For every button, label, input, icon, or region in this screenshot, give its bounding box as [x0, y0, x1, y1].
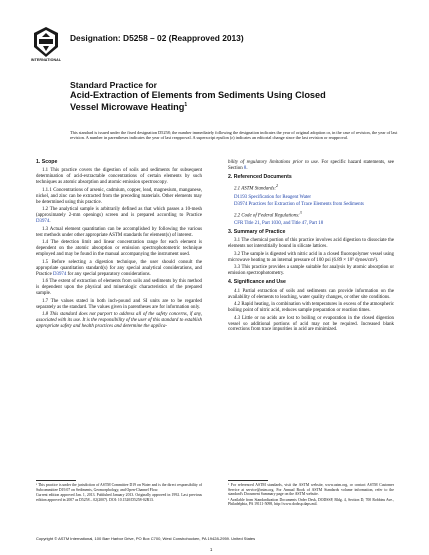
ref-2-1-text: 2.1 ASTM Standards: — [234, 186, 276, 192]
footnotes-right — [228, 483, 394, 508]
title-line-2: Vessel Microwave Heating — [70, 102, 185, 113]
section-heading-scope: 1. Scope — [36, 159, 58, 165]
copyright-line: Copyright © ASTM International, 100 Barr Harbor Drive, PO Box C700, West Conshohocken, PA 19428-2959. United States — [36, 536, 256, 541]
link-section-8[interactable]: 8 — [243, 165, 247, 171]
para-1-8-cont-end: . — [246, 165, 248, 171]
section-heading-summary: 3. Summary of Practice — [228, 228, 286, 235]
astm-logo-icon — [34, 27, 58, 57]
right-column — [228, 160, 394, 335]
para-3-2: 3.2 The sample is digested with nitric acid in a closed fluoropolymer vessel using microwave heating to an internal pressure of 100 psi (6.89 × 10⁵ dynes/cm²). — [228, 251, 394, 263]
para-1-5-text: 1.5 Before selecting a digestion technique, the user should consult the appropriate quantitation standard(s) for any special analytical considerations, and Practice — [36, 259, 202, 277]
para-1-4: 1.4 The detection limit and linear concentration range for each element is dependent on the atomic absorption or emission spectrophotometric technique employed and may be found in the manual accompanying the instrument used. — [36, 240, 202, 258]
para-1-1-1: 1.1.1 Concentrations of arsenic, cadmium, copper, lead, magnesium, manganese, nickel, and zinc can be extracted from the preceding materials. Other elements may be determined using this practice. — [36, 187, 202, 205]
footnote-2: ² For referenced ASTM standards, visit the ASTM website, www.astm.org, or contact ASTM Customer Service at service@astm.org. For Annual Book of ASTM Standards volume information, refer to the standard's Document Summary page on the ASTM website. — [228, 483, 394, 496]
para-4-3: 4.3 Little or no acids are lost to boiling or evaporation in the closed digestion vessel so additional portions of acid may not be required. Increased blank corrections from trace impurities in acid are minimized. — [228, 315, 394, 333]
para-1-8-cont-text: For specific hazard statements, see Section — [228, 160, 394, 171]
title-line-1: Acid-Extraction of Elements from Sediments Using Closed — [70, 90, 326, 100]
para-1-8-cont-italic: bility of regulatory limitations prior to use. — [228, 160, 320, 165]
footnote-3: ³ Available from Standardization Documents Order Desk, DODSSP, Bldg. 4, Section D, 700 Robbins Ave., Philadelphia, PA 19111-5098, http://www.dodssp.daps.mil. — [228, 497, 394, 506]
para-3-3: 3.3 This practice provides a sample suitable for analysis by atomic absorption or emission spectrophotometry. — [228, 265, 394, 277]
para-1-3: 1.3 Actual element quantitation can be accomplished by following the various test methods under other appropriate ASTM standards for element(s) of interest. — [36, 226, 202, 238]
ref-d1193 — [228, 195, 394, 201]
section-heading-referenced-documents: 2. Referenced Documents — [228, 173, 292, 180]
para-1-1: 1.1 This practice covers the digestion of soils and sediments for subsequent determination of acid-extractable concentrations of certain elements by such techniques as atomic absorption and atomic emission spectroscopy. — [36, 168, 202, 186]
link-d3974[interactable]: D3974 — [36, 219, 50, 225]
para-4-1: 4.1 Partial extraction of soils and sediments can provide information on the availability of elements to leaching, water quality changes, or other site conditions. — [228, 288, 394, 300]
para-4-2: 4.2 Rapid heating, in combination with temperatures in excess of the atmospheric boiling point of nitric acid, reduces sample preparation or reaction times. — [228, 302, 394, 314]
para-1-5 — [36, 260, 202, 278]
ref-2-2-footnote-mark: 3 — [299, 209, 302, 215]
link-d3974-2[interactable]: D3974 — [52, 271, 67, 277]
title-kicker: Standard Practice for — [70, 80, 157, 90]
ref-cfr[interactable]: CFR Title 21, Part 1030, and Title 47, Part 18 — [234, 220, 324, 226]
para-1-2-end: . — [49, 219, 51, 225]
title-block — [70, 80, 400, 113]
link-d3974-ref[interactable]: D3974 — [234, 202, 248, 208]
ref-2-2-text: 2.2 Code of Federal Regulations: — [234, 213, 300, 219]
section-heading-significance: 4. Significance and Use — [228, 279, 286, 286]
ref-2-2 — [228, 210, 394, 220]
ref-2-1 — [228, 183, 394, 193]
ref-d3974-title[interactable]: Practices for Extraction of Trace Elements from Sediments — [247, 202, 364, 208]
footnote-divider-right — [228, 480, 268, 481]
para-1-5-end: for any special preparatory considerations. — [66, 271, 151, 277]
footnote-1: ¹ This practice is under the jurisdiction of ASTM Committee D19 on Water and is the direct responsibility of Subcommittee D19.07 on Sediments, Geomorphology, and Open-Channel Flow. — [36, 483, 202, 492]
para-1-8-cont — [228, 160, 394, 172]
title-footnote-mark: 1 — [184, 102, 188, 109]
para-1-2-text: 1.2 The analytical sample is arbitrarily defined as that which passes a 10-mesh (approximately 2-mm openings) screen and is prepared according to Practice — [36, 207, 202, 219]
para-1-2 — [36, 207, 202, 225]
left-column — [36, 160, 202, 332]
ref-2-1-footnote-mark: 2 — [275, 183, 279, 189]
para-1-6: 1.6 The extent of extraction of elements from soils and sediments by this method is dependent upon the physical and mineralogic characteristics of the prepared sample. — [36, 279, 202, 297]
footnote-divider-left — [36, 480, 76, 481]
ref-d1193-title[interactable]: Specification for Reagent Water — [247, 194, 312, 200]
link-d1193[interactable]: D1193 — [234, 194, 248, 200]
footnotes-left — [36, 483, 202, 503]
designation: Designation: D5258 – 02 (Reapproved 2013) — [70, 33, 244, 43]
para-1-7: 1.7 The values stated in both inch-pound and SI units are to be regarded separately as the standard. The values given in parentheses are for information only. — [36, 298, 202, 310]
title-main — [70, 90, 400, 113]
para-3-1: 3.1 The chemical portion of this practice involves acid digestion to dissociate the elements not interstitially bound in silicate lattices. — [228, 238, 394, 250]
logo-subtitle: INTERNATIONAL — [30, 58, 62, 62]
footnote-1-edition: Current edition approved Jan. 1, 2013. Published January 2013. Originally approved in 1992. Last previous edition approved in 2007 as D5258 – 02(2007). DOI: 10.1520/D5258-02R13. — [36, 493, 202, 502]
page-number: 1 — [210, 547, 213, 552]
para-1-8: 1.8 This standard does not purport to address all of the safety concerns, if any, associated with its use. It is the responsibility of the user of this standard to establish appropriate safety and health practices and determine the applica- — [36, 312, 202, 330]
standard-note: This standard is issued under the fixed designation D5258; the number immediately following the designation indicates the year of original adoption or, in the case of revision, the year of last revision. A number in parentheses indicates the year of last reapproval. A superscript epsilon (ε) indicates an editorial change since the last revision or reapproval. — [70, 130, 398, 141]
ref-d3974 — [228, 202, 394, 208]
